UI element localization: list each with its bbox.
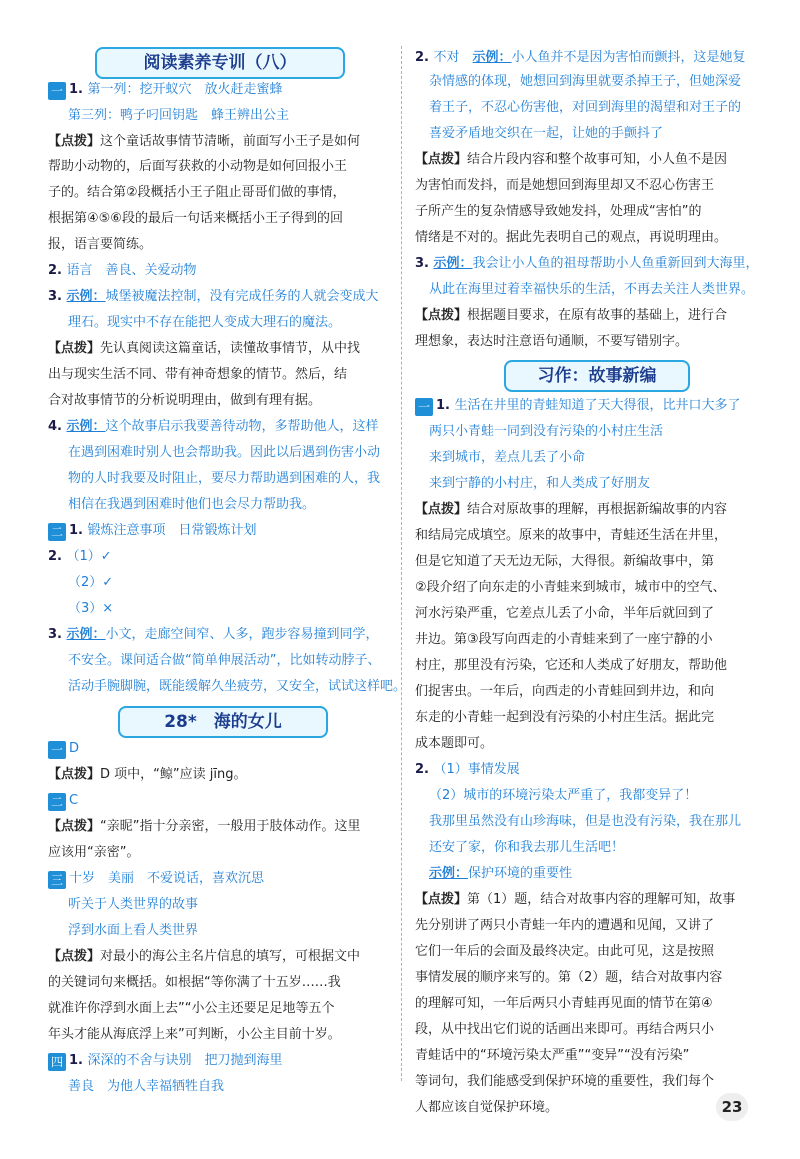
line-text: 善良 为他人幸福牺牲自我 xyxy=(68,1079,225,1094)
line-text: D xyxy=(69,741,80,756)
hint-line xyxy=(48,183,346,203)
line-text: “亲昵”指十分亲密，一般用于肢体动作。这里 xyxy=(100,819,361,834)
hint-line xyxy=(415,176,714,196)
line-text: ②段介绍了向东走的小青蛙来到城市，城市中的空气、 xyxy=(415,580,726,595)
line-text: （2）城市的环境污染太严重了，我都变异了！ xyxy=(429,788,698,803)
hint-tag: 【点拨】 xyxy=(48,949,101,964)
line-text: 报，语言要简练。 xyxy=(48,237,153,252)
hint-line xyxy=(415,526,727,546)
line-text: 深深的不舍与诀别 把刀抛到海里 xyxy=(87,1053,283,1068)
line-text: 河水污染严重，它差点儿丢了小命，半年后就回到了 xyxy=(415,606,715,621)
hint-line xyxy=(415,306,727,326)
section-marker: 一 xyxy=(48,82,66,100)
line-text: 小文，走廊空间窄、人多，跑步容易撞到同学， xyxy=(105,627,379,642)
line-text: 事情发展的顺序来写的。第（2）题，结合对故事内容 xyxy=(415,970,723,985)
example-tag: 示例： xyxy=(66,289,106,304)
question-number: 1. xyxy=(69,1053,88,1068)
line-text: 两只小青蛙一同到没有污染的小村庄生活 xyxy=(429,424,664,439)
hint-line xyxy=(415,552,714,572)
section-marker: 一 xyxy=(48,741,66,759)
line-text: 这个故事启示我要善待动物，多帮助他人，这样 xyxy=(105,419,379,434)
line-text: 就准许你浮到水面上去”“小公主还要足足地等五个 xyxy=(48,1001,335,1016)
hint-line xyxy=(48,339,360,359)
section-marker: 四 xyxy=(48,1053,66,1071)
example-tag: 示例： xyxy=(66,419,106,434)
line-text: 小人鱼并不是因为害怕而颤抖，这是她复 xyxy=(511,50,746,65)
answer-line xyxy=(48,739,79,759)
section-marker: 一 xyxy=(415,398,433,416)
answer-line xyxy=(68,469,380,489)
question-number: 3. xyxy=(48,627,67,642)
example-tag: 示例： xyxy=(472,50,512,65)
line-text: 语言 善良、关爱动物 xyxy=(66,263,197,278)
line-text: 出与现实生活不同、带有神奇想象的情节。然后，结 xyxy=(48,367,348,382)
answer-line xyxy=(68,443,380,463)
hint-tag: 【点拨】 xyxy=(415,308,468,323)
line-text: 子所产生的复杂情感导致她发抖，处理成“害怕”的 xyxy=(415,204,702,219)
hint-line xyxy=(415,1020,714,1040)
hint-line xyxy=(415,968,722,988)
hint-line xyxy=(415,656,727,676)
answer-line xyxy=(48,547,112,567)
line-text: 根据第④⑤⑥段的最后一句话来概括小王子得到的回 xyxy=(48,211,343,226)
line-text: 合对故事情节的分析说明理由，做到有理有据。 xyxy=(48,393,322,408)
hint-line xyxy=(415,916,714,936)
hint-tag: 【点拨】 xyxy=(415,502,468,517)
line-text: （1）事情发展 xyxy=(433,762,520,777)
hint-line xyxy=(48,817,361,837)
line-text: 青蛙话中的“环境污染太严重”“变异”“没有污染” xyxy=(415,1048,690,1063)
column-divider xyxy=(401,46,402,1081)
line-text: 这个童话故事情节清晰，前面写小王子是如何 xyxy=(100,134,361,149)
section-title-lesson-28: 28* 海的女儿 xyxy=(118,706,328,738)
answer-line xyxy=(68,1077,224,1097)
line-text: 但是它知道了天无边无际，大得很。新编故事中，第 xyxy=(415,554,715,569)
answer-line xyxy=(429,786,697,806)
answer-line xyxy=(48,261,197,281)
line-text: 情绪是不对的。据此先表明自己的观点，再说明理由。 xyxy=(415,230,728,245)
hint-line xyxy=(48,765,246,785)
hint-line xyxy=(48,391,321,411)
answer-line xyxy=(68,599,113,619)
answer-line xyxy=(415,48,746,68)
section-marker: 二 xyxy=(48,793,66,811)
answer-line xyxy=(48,287,379,307)
example-tag: 示例： xyxy=(66,627,106,642)
page-number: 23 xyxy=(716,1093,748,1121)
answer-line xyxy=(429,864,572,884)
hint-line xyxy=(415,1098,558,1118)
line-text: 不安全。课间适合做“简单伸展活动”，比如转动脖子、 xyxy=(68,653,381,668)
line-text: D 项中，“鲸”应读 jīng。 xyxy=(100,767,247,782)
section-title-reading: 阅读素养专训（八） xyxy=(95,47,345,79)
question-number: 3. xyxy=(48,289,67,304)
line-text: 村庄，那里没有污染，它还和人类成了好朋友，帮助他 xyxy=(415,658,728,673)
answer-line xyxy=(48,869,264,889)
hint-line xyxy=(415,202,701,222)
question-number: 1. xyxy=(436,398,455,413)
line-text: 和结局完成填空。原来的故事中，青蛙还生活在井里， xyxy=(415,528,728,543)
answer-line xyxy=(429,448,585,468)
line-text: 的关键词句来概括。如根据“等你满了十五岁……我 xyxy=(48,975,341,990)
question-number: 2. xyxy=(48,549,67,564)
example-tag: 示例： xyxy=(429,866,469,881)
answer-line xyxy=(48,521,257,541)
hint-line xyxy=(415,630,713,650)
line-text: 为害怕而发抖，而是她想回到海里却又不忍心伤害王 xyxy=(415,178,715,193)
line-text: 年头才能从海底浮上来”可判断，小公主目前十岁。 xyxy=(48,1027,341,1042)
answer-line xyxy=(48,1051,283,1071)
question-number: 3. xyxy=(415,256,434,271)
answer-line xyxy=(429,838,624,858)
hint-line xyxy=(415,1046,689,1066)
question-number: 2. xyxy=(48,263,67,278)
section-marker: 三 xyxy=(48,871,66,889)
answer-line xyxy=(68,895,198,915)
hint-line xyxy=(415,682,714,702)
line-text: 先分别讲了两只小青蛙一年内的遭遇和见闻，又讲了 xyxy=(415,918,715,933)
line-text: 对最小的海公主名片信息的填写，可根据文中 xyxy=(100,949,361,964)
line-text: 它们一年后的会面及最终决定。由此可见，这是按照 xyxy=(415,944,715,959)
line-text: 着王子，不忍心伤害他，对回到海里的渴望和对王子的 xyxy=(429,100,742,115)
hint-line xyxy=(48,973,341,993)
line-text: 第一列：挖开蚁穴 放火赶走蜜蜂 xyxy=(87,82,283,97)
answer-line xyxy=(415,396,741,416)
line-text: 井边。第③段写向西走的小青蛙来到了一座宁静的小 xyxy=(415,632,713,647)
answer-line xyxy=(429,124,663,144)
answer-line xyxy=(68,651,380,671)
line-text: 物的人时我要及时阻止，要尽力帮助遇到困难的人，我 xyxy=(68,471,381,486)
answer-line xyxy=(68,495,315,515)
line-text: （2）✓ xyxy=(68,575,114,590)
line-text: 帮助小动物的，后面写获救的小动物是如何回报小王 xyxy=(48,159,348,174)
hint-line xyxy=(415,604,714,624)
hint-line xyxy=(48,843,139,863)
line-text: 喜爱矛盾地交织在一起，让她的手颤抖了 xyxy=(429,126,664,141)
answer-line xyxy=(68,313,341,333)
line-text: 理想象，表达时注意语句通顺，不要写错别字。 xyxy=(415,334,689,349)
line-text: 子的。结合第②段概括小王子阻止哥哥们做的事情， xyxy=(48,185,346,200)
hint-line xyxy=(48,132,360,152)
line-text: 第（1）题，结合对故事内容的理解可知，故事 xyxy=(467,892,736,907)
line-text: 杂情感的体现，她想回到海里就要杀掉王子，但她深爱 xyxy=(429,74,742,89)
section-marker: 二 xyxy=(48,523,66,541)
line-text: 活动手腕脚腕，既能缓解久坐疲劳，又安全，试试这样吧。 xyxy=(68,679,407,694)
line-text: 听关于人类世界的故事 xyxy=(68,897,199,912)
hint-line xyxy=(415,708,714,728)
hint-tag: 【点拨】 xyxy=(48,134,101,149)
answer-line xyxy=(429,98,741,118)
answer-line xyxy=(429,474,650,494)
answer-line xyxy=(429,72,741,92)
line-text: 第三列：鸭子叼回钥匙 蜂王辨出公主 xyxy=(68,108,290,123)
line-text: 我会让小人鱼的祖母帮助小人鱼重新回到大海里， xyxy=(472,256,759,271)
hint-tag: 【点拨】 xyxy=(48,819,101,834)
answer-line xyxy=(48,791,78,811)
line-text: 来到城市，差点儿丢了小命 xyxy=(429,450,586,465)
answer-line xyxy=(48,625,379,645)
hint-tag: 【点拨】 xyxy=(48,767,101,782)
line-text: 我那里虽然没有山珍海味，但是也没有污染，我在那儿 xyxy=(429,814,742,829)
hint-line xyxy=(415,578,726,598)
answer-line xyxy=(68,921,198,941)
hint-line xyxy=(48,157,347,177)
line-text: 结合片段内容和整个故事可知，小人鱼不是因 xyxy=(467,152,728,167)
hint-tag: 【点拨】 xyxy=(415,892,468,907)
line-text: 生活在井里的青蛙知道了天大得很，比井口大多了 xyxy=(454,398,741,413)
question-number: 2. xyxy=(415,762,434,777)
hint-line xyxy=(415,734,493,754)
line-text: （3）× xyxy=(68,601,114,616)
line-text: 还安了家，你和我去那儿生活吧！ xyxy=(429,840,625,855)
answer-line xyxy=(415,254,759,274)
line-text: 等词句，我们能感受到保护环境的重要性，我们每个 xyxy=(415,1074,715,1089)
line-text: 理石。现实中不存在能把人变成大理石的魔法。 xyxy=(68,315,342,330)
line-text: 们捉害虫。一年后，向西走的小青蛙回到井边，和向 xyxy=(415,684,715,699)
line-text: 结合对原故事的理解，再根据新编故事的内容 xyxy=(467,502,728,517)
answer-line xyxy=(68,677,406,697)
hint-line xyxy=(48,999,334,1019)
hint-line xyxy=(415,994,713,1014)
line-text: 东走的小青蛙一起到没有污染的小村庄生活。据此完 xyxy=(415,710,715,725)
line-text: 不对 xyxy=(433,50,473,65)
line-text: 应该用“亲密”。 xyxy=(48,845,140,860)
answer-line xyxy=(429,422,663,442)
line-text: 成本题即可。 xyxy=(415,736,494,751)
answer-line xyxy=(48,80,283,100)
hint-line xyxy=(415,228,727,248)
question-number: 1. xyxy=(69,523,88,538)
hint-line xyxy=(48,235,152,255)
line-text: 人都应该自觉保护环境。 xyxy=(415,1100,559,1115)
line-text: 的理解可知，一年后两只小青蛙再见面的情节在第④ xyxy=(415,996,713,1011)
hint-line xyxy=(415,942,714,962)
hint-line xyxy=(415,332,688,352)
line-text: 根据题目要求，在原有故事的基础上，进行合 xyxy=(467,308,728,323)
hint-line xyxy=(415,890,735,910)
answer-line xyxy=(415,760,520,780)
hint-line xyxy=(415,1072,714,1092)
line-text: 段，从中找出它们说的话画出来即可。再结合两只小 xyxy=(415,1022,715,1037)
hint-tag: 【点拨】 xyxy=(415,152,468,167)
line-text: 浮到水面上看人类世界 xyxy=(68,923,199,938)
line-text: 先认真阅读这篇童话，读懂故事情节，从中找 xyxy=(100,341,361,356)
question-number: 4. xyxy=(48,419,67,434)
question-number: 1. xyxy=(69,82,88,97)
line-text: 在遇到困难时别人也会帮助我。因此以后遇到伤害小动 xyxy=(68,445,381,460)
answer-line xyxy=(48,417,379,437)
line-text: 城堡被魔法控制，没有完成任务的人就会变成大 xyxy=(105,289,379,304)
line-text: 从此在海里过着幸福快乐的生活，不再去关注人类世界。 xyxy=(429,282,755,297)
line-text: 锻炼注意事项 日常锻炼计划 xyxy=(87,523,257,538)
hint-tag: 【点拨】 xyxy=(48,341,101,356)
line-text: 保护环境的重要性 xyxy=(468,866,573,881)
question-number: 2. xyxy=(415,50,434,65)
hint-line xyxy=(48,209,343,229)
hint-line xyxy=(48,947,360,967)
section-title-writing: 习作：故事新编 xyxy=(504,360,690,392)
hint-line xyxy=(415,500,727,520)
answer-line xyxy=(68,106,289,126)
hint-line xyxy=(48,365,347,385)
answer-line xyxy=(429,280,754,300)
answer-line xyxy=(68,573,113,593)
line-text: （1）✓ xyxy=(66,549,112,564)
hint-line xyxy=(415,150,727,170)
line-text: 相信在我遇到困难时他们也会尽力帮助我。 xyxy=(68,497,316,512)
line-text: C xyxy=(69,793,79,808)
example-tag: 示例： xyxy=(433,256,473,271)
line-text: 十岁 美丽 不爱说话，喜欢沉思 xyxy=(69,871,265,886)
line-text: 来到宁静的小村庄，和人类成了好朋友 xyxy=(429,476,651,491)
hint-line xyxy=(48,1025,341,1045)
answer-line xyxy=(429,812,741,832)
